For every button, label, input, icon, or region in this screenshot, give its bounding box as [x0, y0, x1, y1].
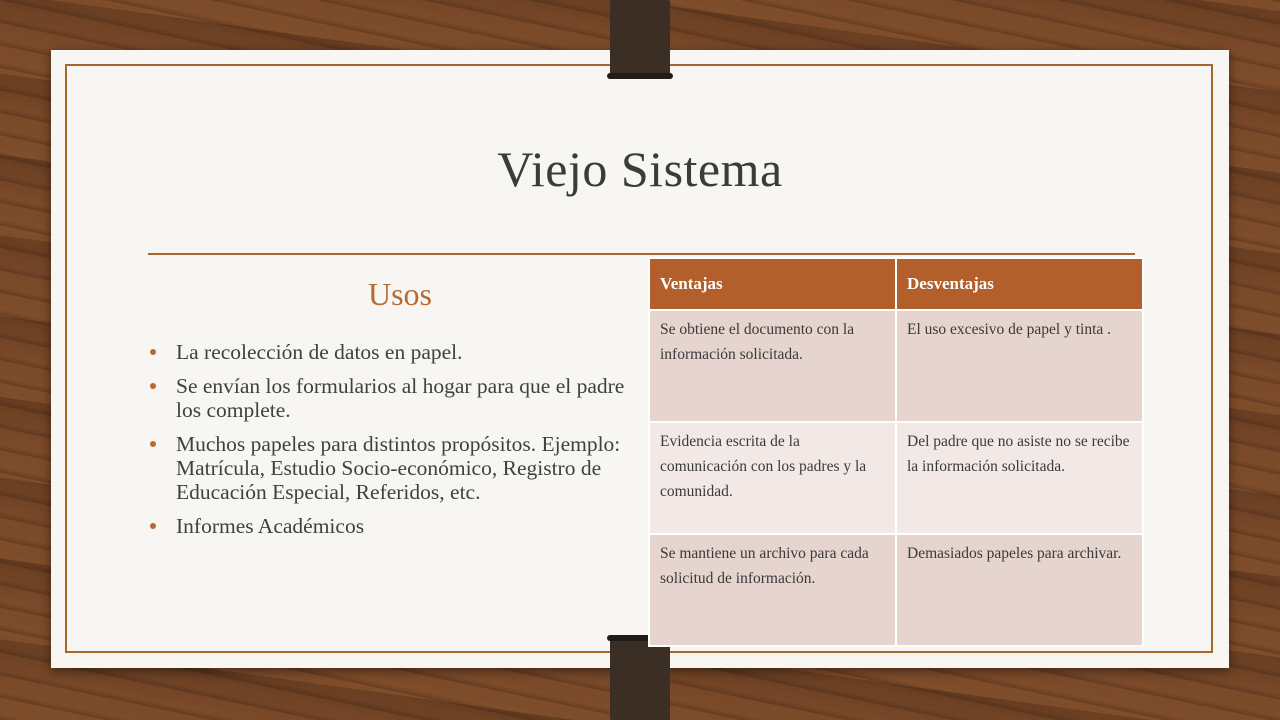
list-item: Muchos papeles para distintos propósitos. Ejemplo: Matrícula, Estudio Socio-económico, Registro de Educación Especial, Referidos, etc.: [150, 432, 630, 504]
list-item: Se envían los formularios al hogar para que el padre los complete.: [150, 374, 630, 422]
column-header-ventajas: Ventajas: [649, 258, 896, 310]
list-item: La recolección de datos en papel.: [150, 340, 630, 364]
table-cell: Del padre que no asiste no se recibe la información solicitada.: [896, 422, 1143, 534]
table-row: [649, 310, 1143, 422]
table-row: [649, 534, 1143, 646]
table-row: [649, 422, 1143, 534]
table-cell: El uso excesivo de papel y tinta .: [896, 310, 1143, 422]
binder-clip-bottom: [610, 638, 670, 720]
column-header-desventajas: Desventajas: [896, 258, 1143, 310]
table-cell: Demasiados papeles para archivar.: [896, 534, 1143, 646]
section-subtitle: Usos: [367, 276, 432, 312]
table-header-row: [649, 258, 1143, 310]
table-cell: Se obtiene el documento con la información solicitada.: [649, 310, 896, 422]
slide-title: Viejo Sistema: [497, 141, 783, 197]
pros-cons-table: [648, 257, 1144, 647]
table-cell: Evidencia escrita de la comunicación con los padres y la comunidad.: [649, 422, 896, 534]
title-divider: [148, 253, 1135, 255]
list-item: Informes Académicos: [150, 514, 630, 538]
uses-list: [150, 340, 630, 548]
binder-clip-top: [610, 0, 670, 76]
table-cell: Se mantiene un archivo para cada solicitud de información.: [649, 534, 896, 646]
